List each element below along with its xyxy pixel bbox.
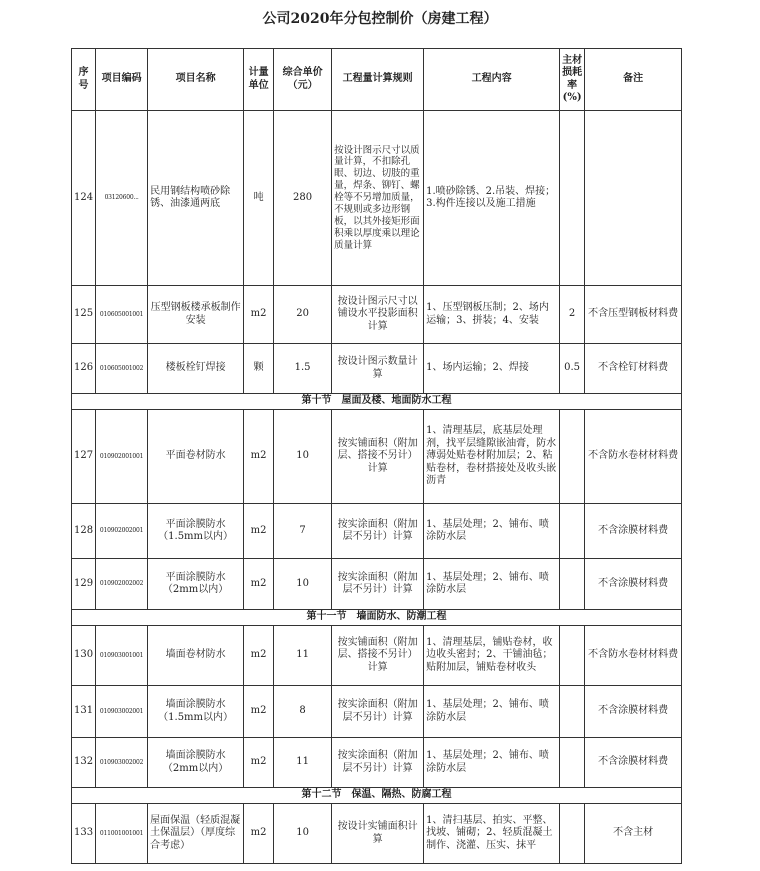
cell-loss [560,410,585,504]
cell-name: 民用钢结构喷砂除锈、油漆通两底 [148,111,244,286]
cell-name: 楼板栓钉焊接 [148,344,244,394]
table-row [72,559,682,610]
cell-rule: 按实涂面积（附加层不另计）计算 [332,504,424,559]
cell-loss: 2 [560,286,585,344]
section-row [72,610,682,626]
header-seq: 序号 [72,49,96,111]
cell-name: 墙面卷材防水 [148,626,244,686]
cell-unit: m2 [244,286,274,344]
cell-price: 1.5 [274,344,332,394]
cell-content: 1、清理基层，铺贴卷材，收边收头密封；2、干铺油毡；贴附加层，铺贴卷材收头 [424,626,560,686]
cell-name: 平面涂膜防水（2mm以内） [148,559,244,610]
section-row [72,788,682,804]
cell-code: 010903002001 [96,686,148,738]
cell-code: 010902001001 [96,410,148,504]
price-table [71,48,682,864]
cell-code: 010605001002 [96,344,148,394]
cell-name: 墙面涂膜防水（2mm以内） [148,738,244,788]
cell-price: 7 [274,504,332,559]
section-title: 第十二节 保温、隔热、防腐工程 [72,788,682,804]
cell-remark: 不含涂膜材料费 [585,738,682,788]
cell-name: 平面卷材防水 [148,410,244,504]
cell-loss [560,738,585,788]
header-price: 综合单价（元） [274,49,332,111]
cell-remark: 不含涂膜材料费 [585,686,682,738]
header-remark: 备注 [585,49,682,111]
cell-price: 20 [274,286,332,344]
cell-rule: 按设计实铺面积计算 [332,804,424,864]
header-rule: 工程量计算规则 [332,49,424,111]
cell-rule: 按实涂面积（附加层不另计）计算 [332,559,424,610]
cell-content: 1、清扫基层、拍实、平整、找坡、铺砌；2、轻质混凝土制作、浇灌、压实、抹平 [424,804,560,864]
cell-seq: 128 [72,504,96,559]
cell-seq: 132 [72,738,96,788]
header-content: 工程内容 [424,49,560,111]
cell-remark: 不含主材 [585,804,682,864]
table-row [72,686,682,738]
section-title: 第十一节 墙面防水、防潮工程 [72,610,682,626]
cell-price: 11 [274,626,332,686]
cell-loss [560,686,585,738]
cell-remark: 不含压型钢板材料费 [585,286,682,344]
cell-content: 1、基层处理；2、铺布、喷涂防水层 [424,738,560,788]
table-row [72,504,682,559]
cell-name: 平面涂膜防水（1.5mm以内） [148,504,244,559]
cell-unit: 颗 [244,344,274,394]
cell-seq: 133 [72,804,96,864]
header-unit: 计量单位 [244,49,274,111]
cell-remark: 不含防水卷材材料费 [585,410,682,504]
cell-content: 1、压型钢板压制；2、场内运输；3、拼装；4、安装 [424,286,560,344]
header-row [72,49,682,111]
cell-seq: 125 [72,286,96,344]
cell-price: 280 [274,111,332,286]
cell-unit: 吨 [244,111,274,286]
table-row [72,738,682,788]
cell-rule: 按实涂面积（附加层不另计）计算 [332,738,424,788]
cell-price: 8 [274,686,332,738]
cell-name: 屋面保温（轻质混凝土保温层）（厚度综合考虑） [148,804,244,864]
cell-code: 03120600... [96,111,148,286]
cell-unit: m2 [244,626,274,686]
cell-loss: 0.5 [560,344,585,394]
page-title: 公司2020年分包控制价（房建工程） [262,11,498,27]
cell-loss [560,559,585,610]
cell-seq: 124 [72,111,96,286]
cell-content: 1、清理基层，底基层处理剂，找平层缝隙嵌油膏，防水薄弱处贴卷材附加层；2、粘贴卷材，卷材搭接处及收头嵌沥青 [424,410,560,504]
cell-loss [560,626,585,686]
cell-seq: 126 [72,344,96,394]
cell-seq: 130 [72,626,96,686]
cell-name: 墙面涂膜防水（1.5mm以内） [148,686,244,738]
cell-rule: 按设计图示数量计算 [332,344,424,394]
cell-unit: m2 [244,559,274,610]
header-name: 项目名称 [148,49,244,111]
cell-rule: 按设计图示尺寸以铺设水平投影面积计算 [332,286,424,344]
cell-rule: 按实铺面积（附加层、搭接不另计）计算 [332,626,424,686]
cell-loss [560,111,585,286]
cell-seq: 131 [72,686,96,738]
cell-content: 1、基层处理；2、铺布、喷涂防水层 [424,504,560,559]
cell-code: 010605001001 [96,286,148,344]
cell-unit: m2 [244,504,274,559]
cell-rule: 按实铺面积（附加层、搭接不另计）计算 [332,410,424,504]
table-row [72,626,682,686]
cell-price: 10 [274,804,332,864]
cell-rule: 按实涂面积（附加层不另计）计算 [332,686,424,738]
cell-loss [560,804,585,864]
section-title: 第十节 屋面及楼、地面防水工程 [72,394,682,410]
cell-code: 011001001001 [96,804,148,864]
header-code: 项目编码 [96,49,148,111]
cell-rule: 按设计图示尺寸以质量计算，不扣除孔眼、切边、切肢的重量，焊条、铆钉、螺栓等不另增加质量，不规则或多边形钢板，以其外接矩形面积乘以厚度乘以理论质量计算 [332,111,424,286]
section-row [72,394,682,410]
cell-seq: 127 [72,410,96,504]
cell-content: 1、基层处理；2、铺布、喷涂防水层 [424,686,560,738]
cell-content: 1、场内运输；2、焊接 [424,344,560,394]
cell-remark: 不含涂膜材料费 [585,559,682,610]
cell-unit: m2 [244,804,274,864]
cell-remark: 不含栓钉材料费 [585,344,682,394]
cell-name: 压型钢板楼承板制作安装 [148,286,244,344]
cell-remark [585,111,682,286]
table-row [72,410,682,504]
cell-unit: m2 [244,738,274,788]
cell-seq: 129 [72,559,96,610]
cell-unit: m2 [244,410,274,504]
cell-code: 010902002002 [96,559,148,610]
table-row [72,344,682,394]
table-row [72,286,682,344]
table-row [72,804,682,864]
cell-code: 010903002002 [96,738,148,788]
cell-loss [560,504,585,559]
cell-code: 010903001001 [96,626,148,686]
cell-price: 11 [274,738,332,788]
cell-remark: 不含涂膜材料费 [585,504,682,559]
cell-unit: m2 [244,686,274,738]
cell-price: 10 [274,410,332,504]
cell-content: 1、基层处理；2、铺布、喷涂防水层 [424,559,560,610]
cell-content: 1.喷砂除锈、2.吊装、焊接；3.构件连接以及施工措施 [424,111,560,286]
table-row [72,111,682,286]
cell-remark: 不含防水卷材材料费 [585,626,682,686]
cell-price: 10 [274,559,332,610]
header-loss: 主材损耗率(%) [560,49,585,111]
cell-code: 010902002001 [96,504,148,559]
